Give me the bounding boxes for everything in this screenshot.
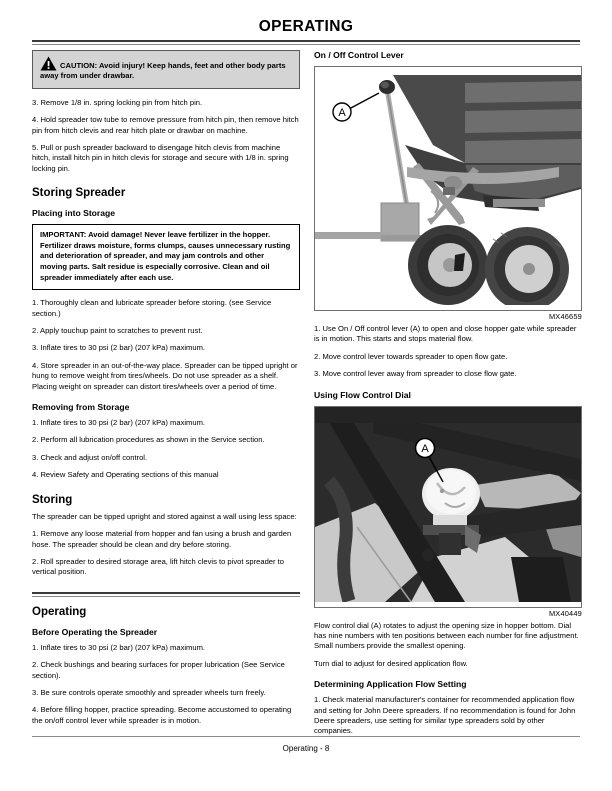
figure-2-frame — [314, 406, 582, 608]
important-box — [32, 224, 300, 290]
heading-on-off-control-lever: On / Off Control Lever — [314, 50, 404, 60]
warning-triangle-icon — [40, 56, 57, 71]
heading-removing-from-storage: Removing from Storage — [32, 402, 130, 413]
figure-1-frame — [314, 66, 582, 311]
heading-operating: Operating — [32, 605, 87, 618]
on-off-step-3: 3. Move control lever away from spreader to close flow gate. — [314, 369, 517, 379]
footer-page-label: Operating - 8 — [282, 744, 330, 753]
heading-storing-spreader: Storing Spreader — [32, 187, 126, 200]
placing-step-3: 3. Inflate tires to 30 psi (2 bar) (207 kPa) maximum. — [32, 343, 206, 353]
figure-flow-control-dial — [314, 406, 582, 618]
caution-text-wrap — [40, 56, 292, 82]
flow-control-dial-photo — [315, 407, 581, 602]
placing-step-1: 1. Thoroughly clean and lubricate spreader before storing. (see Service section.) — [32, 298, 272, 318]
before-operating-step-2: 2. Check bushings and bearing surfaces for proper lubrication (See Service section). — [32, 660, 285, 680]
removing-step-3: 3. Check and adjust on/off control. — [32, 452, 148, 462]
figure-2-id: MX40449 — [548, 608, 582, 618]
detach-step-3: 3. Remove 1/8 in. spring locking pin from hitch pin. — [32, 97, 203, 107]
storing-intro: The spreader can be tipped upright and stored against a wall using less space: — [32, 511, 297, 521]
spreader-illustration — [315, 67, 581, 305]
heading-before-operating: Before Operating the Spreader — [32, 626, 158, 637]
before-operating-step-1: 1. Inflate tires to 30 psi (2 bar) (207 kPa) maximum. — [32, 642, 206, 652]
heading-determining-application-flow: Determining Application Flow Setting — [314, 679, 467, 690]
right-column — [314, 50, 582, 744]
removing-step-4: 4. Review Safety and Operating sections of this manual — [32, 470, 219, 480]
flow-dial-text-1: Flow control dial (A) rotates to adjust the opening size in hopper bottom. Dial has nine numbers with ten positions between each number for fine adjustment. Small numbers provide the smallest opening. — [314, 620, 579, 651]
figure-1-callout-a: A — [338, 107, 346, 119]
figure-2-callout-a: A — [421, 442, 429, 455]
footer-rule — [32, 736, 580, 737]
storing-step-2: 2. Roll spreader to desired storage area, lift hitch clevis to pivot spreader to vertical position. — [32, 556, 284, 577]
caution-text: CAUTION: Avoid injury! Keep hands, feet and other body parts away from under drawbar. — [40, 61, 286, 81]
page-footer — [32, 736, 580, 753]
storing-step-1: 1. Remove any loose material from hopper and fan using a brush and garden hose. The spreader should be clean and dry before storing. — [32, 529, 292, 549]
left-column — [32, 50, 300, 733]
detach-step-4: 4. Hold spreader tow tube to remove pressure from hitch pin, then remove hitch pin from hitch clevis and rear hitch plate or drawbar on machine. — [32, 115, 299, 135]
determining-step-1: 1. Check material manufacturer's container for recommended application flow and setting for John Deere spreaders. If no recommendation is found for John Deere spreaders, use setting for similar type spreaders sold by other companies. — [314, 695, 576, 736]
header-rule — [32, 40, 580, 45]
heading-storing: Storing — [32, 493, 73, 506]
important-text: IMPORTANT: Avoid damage! Never leave fertilizer in the hopper. Fertilizer draws moisture, forms clumps, causes unnecessary rusting and deterioration of spreader, and may jam controls and other moving parts. Salt residue is especially corrosive. Clean and oil spreader immediately after each use. — [40, 230, 291, 282]
detach-step-5: 5. Pull or push spreader backward to disengage hitch clevis from machine hitch, install hitch pin in hitch clevis for storage and secure with 1/8 in. spring locking pin. — [32, 143, 289, 173]
page-header — [32, 18, 580, 45]
on-off-step-2: 2. Move control lever towards spreader to open flow gate. — [314, 351, 508, 361]
removing-step-2: 2. Perform all lubrication procedures as shown in the Service section. — [32, 435, 265, 445]
figure-on-off-control-lever — [314, 66, 582, 321]
caution-box — [32, 50, 300, 89]
before-operating-step-4: 4. Before filling hopper, practice spreading. Become accustomed to operating the on/off control lever while spreader is in motion. — [32, 705, 292, 725]
removing-step-1: 1. Inflate tires to 30 psi (2 bar) (207 kPa) maximum. — [32, 418, 206, 428]
on-off-step-1: 1. Use On / Off control lever (A) to open and close hopper gate while spreader is in motion. This starts and stops material flow. — [314, 324, 577, 344]
heading-using-flow-control-dial: Using Flow Control Dial — [314, 389, 411, 400]
before-operating-step-3: 3. Be sure controls operate smoothly and spreader wheels turn freely. — [32, 687, 266, 697]
placing-step-4: 4. Store spreader in an out-of-the-way place. Spreader can be tipped upright or hung to remove weight from tires/wheels. Do not use spreader as a shelf. Placing weight on spreader can distort tires/wheels over a period of time. — [32, 360, 298, 391]
figure-1-id: MX46659 — [548, 312, 582, 321]
page-title: OPERATING — [258, 18, 354, 35]
heading-placing-into-storage: Placing into Storage — [32, 208, 116, 219]
flow-dial-text-2: Turn dial to adjust for desired application flow. — [314, 658, 468, 668]
placing-step-2: 2. Apply touchup paint to scratches to prevent rust. — [32, 326, 203, 336]
operating-section-divider — [32, 592, 300, 597]
